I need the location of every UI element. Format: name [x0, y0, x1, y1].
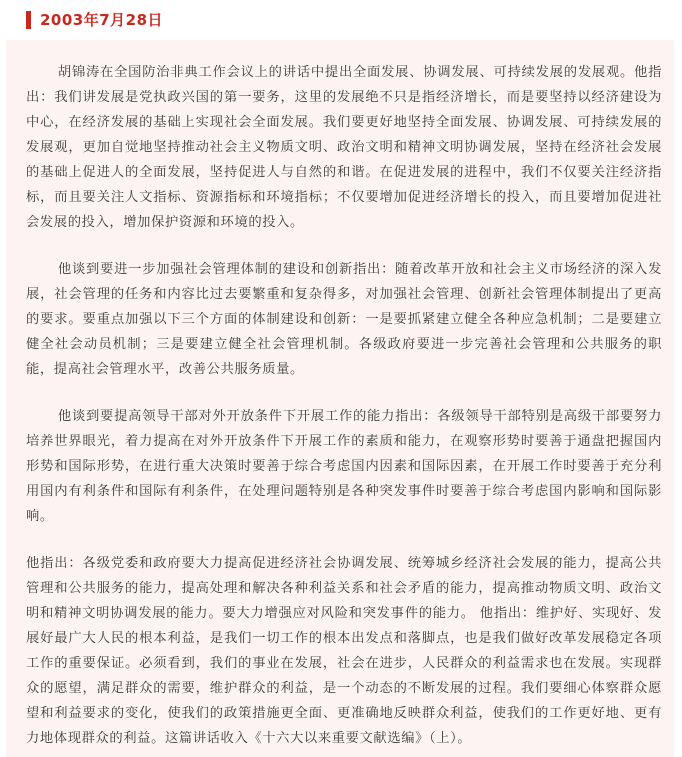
paragraph-2: 他谈到要进一步加强社会管理体制的建设和创新指出：随着改革开放和社会主义市场经济的深入发展，社会管理的任务和内容比过去要繁重和复杂得多，对加强社会管理、创新社会管理体制提出了更高的要求。要重点加强以下三个方面的体制建设和创新：一是要抓紧建立健全各种应急机制；二是要建立健全社会动员机制；三是要建立健全社会管理机制。各级政府要进一步完善社会管理和公共服务的职能，提高社会管理水平，改善公共服务质量。 [26, 262, 662, 377]
accent-bar [26, 11, 31, 29]
paragraph-4: 他指出：各级党委和政府要大力提高促进经济社会协调发展、统筹城乡经济社会发展的能力，提高公共管理和公共服务的能力，提高处理和解决各种利益关系和社会矛盾的能力，提高推动物质文明、政治文明和精神文明协调发展的能力。要大力增强应对风险和突发事件的能力。 他指出：维护好、实现好、发展好最广大人民的根本利益，是我们一切工作的根本出发点和落脚点，也是我们做好改革发展稳定各项工作的重要保证。必须看到，我们的事业在发展，社会在进步，人民群众的利益需求也在发展。实现群众的愿望，满足群众的需要，维护群众的利益，是一个动态的不断发展的过程。我们要细心体察群众愿望和利益要求的变化，使我们的政策措施更全面、更准确地反映群众利益，使我们的工作更好地、更有力地体现群众的利益。这篇讲话收入《十六大以来重要文献选编》（上）。 [26, 556, 662, 746]
paragraph-1: 胡锦涛在全国防治非典工作会议上的讲话中提出全面发展、协调发展、可持续发展的发展观。他指出：我们讲发展是党执政兴国的第一要务，这里的发展绝不只是指经济增长，而是要坚持以经济建设为中心，在经济发展的基础上实现社会全面发展。我们要更好地坚持全面发展、协调发展、可持续发展的发展观，更加自觉地坚持推动社会主义物质文明、政治文明和精神文明协调发展，坚持在经济社会发展的基础上促进人的全面发展，坚持促进人与自然的和谐。在促进发展的进程中，我们不仅要关注经济指标，而且要关注人文指标、资源指标和环境指标；不仅要增加促进经济增长的投入，而且要增加促进社会发展的投入，增加保护资源和环境的投入。 [26, 65, 662, 230]
paragraph-3: 他谈到要提高领导干部对外开放条件下开展工作的能力指出：各级领导干部特别是高级干部要努力培养世界眼光，着力提高在对外开放条件下开展工作的素质和能力，在观察形势时要善于通盘把握国内形势和国际形势，在进行重大决策时要善于综合考虑国内因素和国际因素，在开展工作时要善于充分利用国内有利条件和国际有利条件，在处理问题特别是各种突发事件时要善于综合考虑国内影响和国际影响。 [26, 409, 662, 524]
article-body [6, 40, 674, 757]
date-header [0, 0, 682, 40]
date-title: 2003年7月28日 [40, 11, 164, 29]
